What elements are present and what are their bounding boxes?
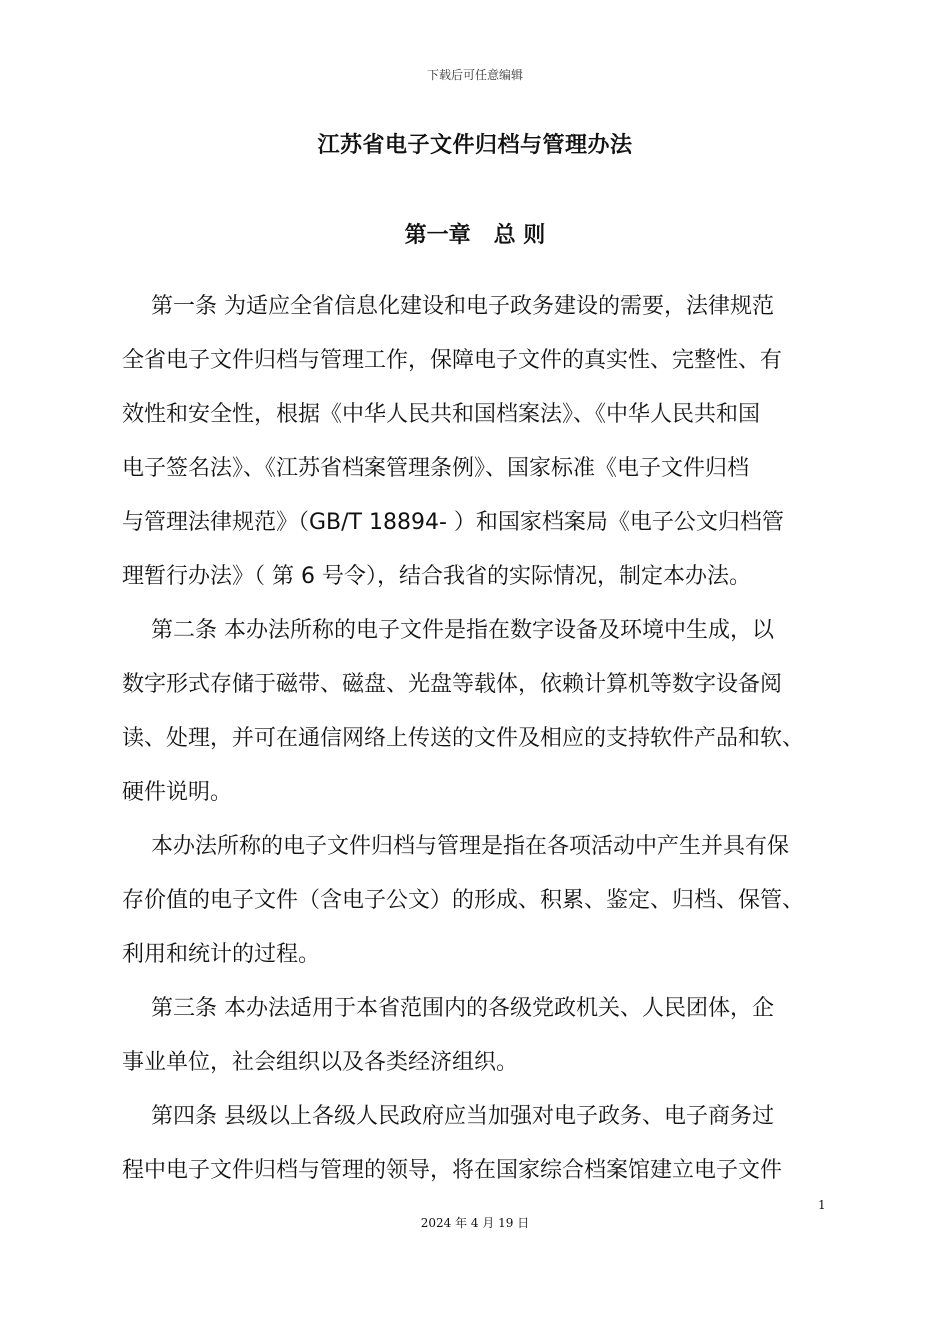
body-line: 程中电子文件归档与管理的领导，将在国家综合档案馆建立电子文件 <box>122 1158 783 1183</box>
body-line: 电子签名法》、《江苏省档案管理条例》、国家标准《电子文件归档 <box>122 456 750 481</box>
header-note: 下载后可任意编辑 <box>426 68 523 82</box>
document-title: 江苏省电子文件归档与管理办法 <box>317 133 633 158</box>
body-line: 硬件说明。 <box>122 780 233 805</box>
body-line: 第一条 为适应全省信息化建设和电子政务建设的需要，法律规范 <box>151 294 774 319</box>
footer-date: 2024 年 4 月 19 日 <box>420 1216 530 1230</box>
body-line: 事业单位，社会组织以及各类经济组织。 <box>122 1050 519 1075</box>
body-line: 存价值的电子文件（含电子公文）的形成、积累、鉴定、归档、保管、 <box>122 888 805 913</box>
body-line: 本办法所称的电子文件归档与管理是指在各项活动中产生并具有保 <box>151 834 790 859</box>
body-line: 全省电子文件归档与管理工作，保障电子文件的真实性、完整性、有 <box>122 348 783 373</box>
body-line: 数字形式存储于磁带、磁盘、光盘等载体，依赖计算机等数字设备阅 <box>122 672 783 697</box>
page-number: 1 <box>818 1198 826 1212</box>
body-line: 第二条 本办法所称的电子文件是指在数字设备及环境中生成，以 <box>151 618 774 643</box>
body-line: 理暂行办法》（ 第 6 号令），结合我省的实际情况，制定本办法。 <box>122 564 751 589</box>
body-text <box>122 280 842 1198</box>
body-line: 第四条 县级以上各级人民政府应当加强对电子政务、电子商务过 <box>151 1104 774 1129</box>
body-line: 第三条 本办法适用于本省范围内的各级党政机关、人民团体，企 <box>151 996 774 1021</box>
body-line: 效性和安全性，根据《中华人民共和国档案法》、《中华人民共和国 <box>122 402 761 427</box>
body-line: 利用和统计的过程。 <box>122 942 321 967</box>
body-line: 与管理法律规范》（GB/T 18894- ）和国家档案局《电子公文归档管 <box>122 510 784 535</box>
body-line: 读、处理，并可在通信网络上传送的文件及相应的支持软件产品和软、 <box>122 726 805 751</box>
chapter-title: 第一章 总 则 <box>404 223 546 248</box>
